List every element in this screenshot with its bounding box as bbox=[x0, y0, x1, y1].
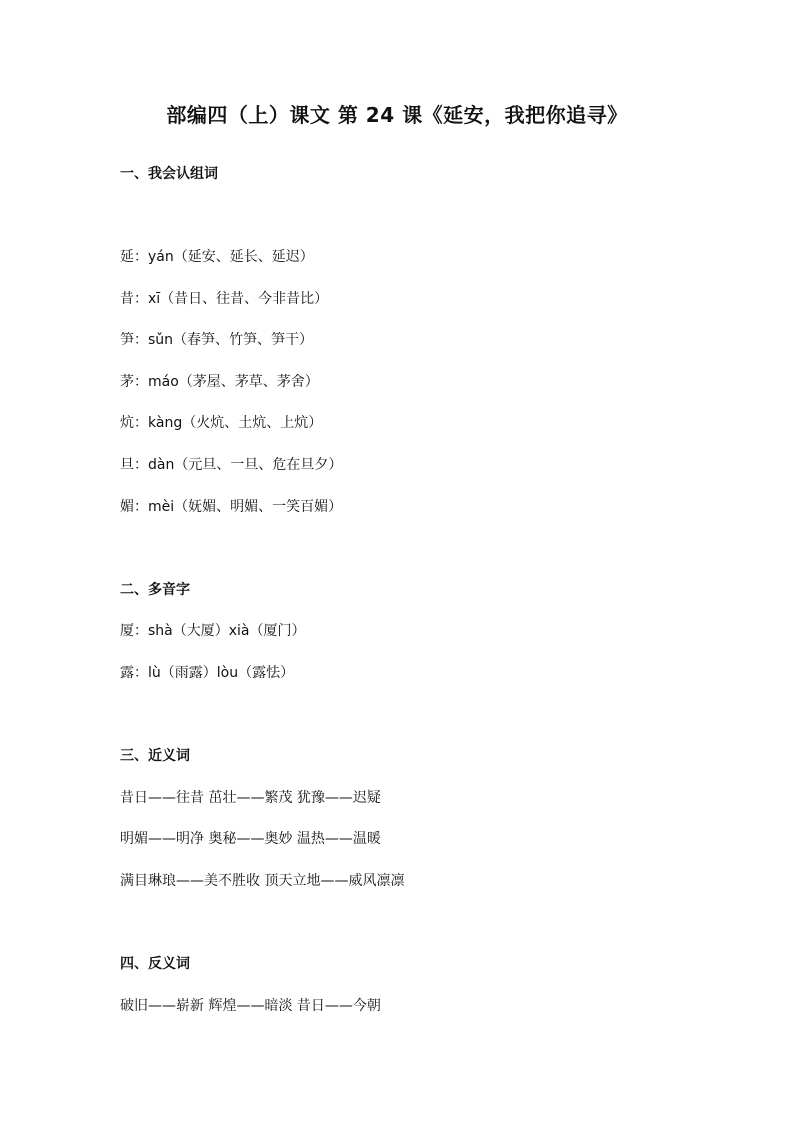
section-heading-recognize-words: 一、我会认组词 bbox=[120, 166, 218, 182]
word-entry: 媚：mèi（妩媚、明媚、一笑百媚） bbox=[120, 499, 343, 515]
section-heading-polyphones: 二、多音字 bbox=[120, 582, 190, 598]
synonym-entry: 满目琳琅——美不胜收 顶天立地——威风凛凛 bbox=[120, 873, 405, 889]
word-entry: 旦：dàn（元旦、一旦、危在旦夕） bbox=[120, 457, 343, 473]
polyphone-entry: 厦：shà（大厦）xià（厦门） bbox=[120, 623, 306, 639]
word-entry: 延：yán（延安、延长、延迟） bbox=[120, 249, 314, 265]
synonym-entry: 昔日——往昔 茁壮——繁茂 犹豫——迟疑 bbox=[120, 790, 381, 806]
page-title: 部编四（上）课文 第 24 课《延安，我把你追寻》 bbox=[166, 103, 628, 127]
word-entry: 茅：máo（茅屋、茅草、茅舍） bbox=[120, 374, 319, 390]
word-entry: 昔：xī（昔日、往昔、今非昔比） bbox=[120, 291, 329, 307]
section-heading-antonyms: 四、反义词 bbox=[120, 956, 190, 972]
section-heading-synonyms: 三、近义词 bbox=[120, 748, 190, 764]
word-entry: 炕：kàng（火炕、土炕、上炕） bbox=[120, 415, 323, 431]
antonym-entry: 破旧——崭新 辉煌——暗淡 昔日——今朝 bbox=[120, 998, 381, 1014]
word-entry: 笋：sǔn（春笋、竹笋、笋干） bbox=[120, 332, 314, 348]
synonym-entry: 明媚——明净 奥秘——奥妙 温热——温暖 bbox=[120, 831, 381, 847]
polyphone-entry: 露：lù（雨露）lòu（露怯） bbox=[120, 665, 295, 681]
